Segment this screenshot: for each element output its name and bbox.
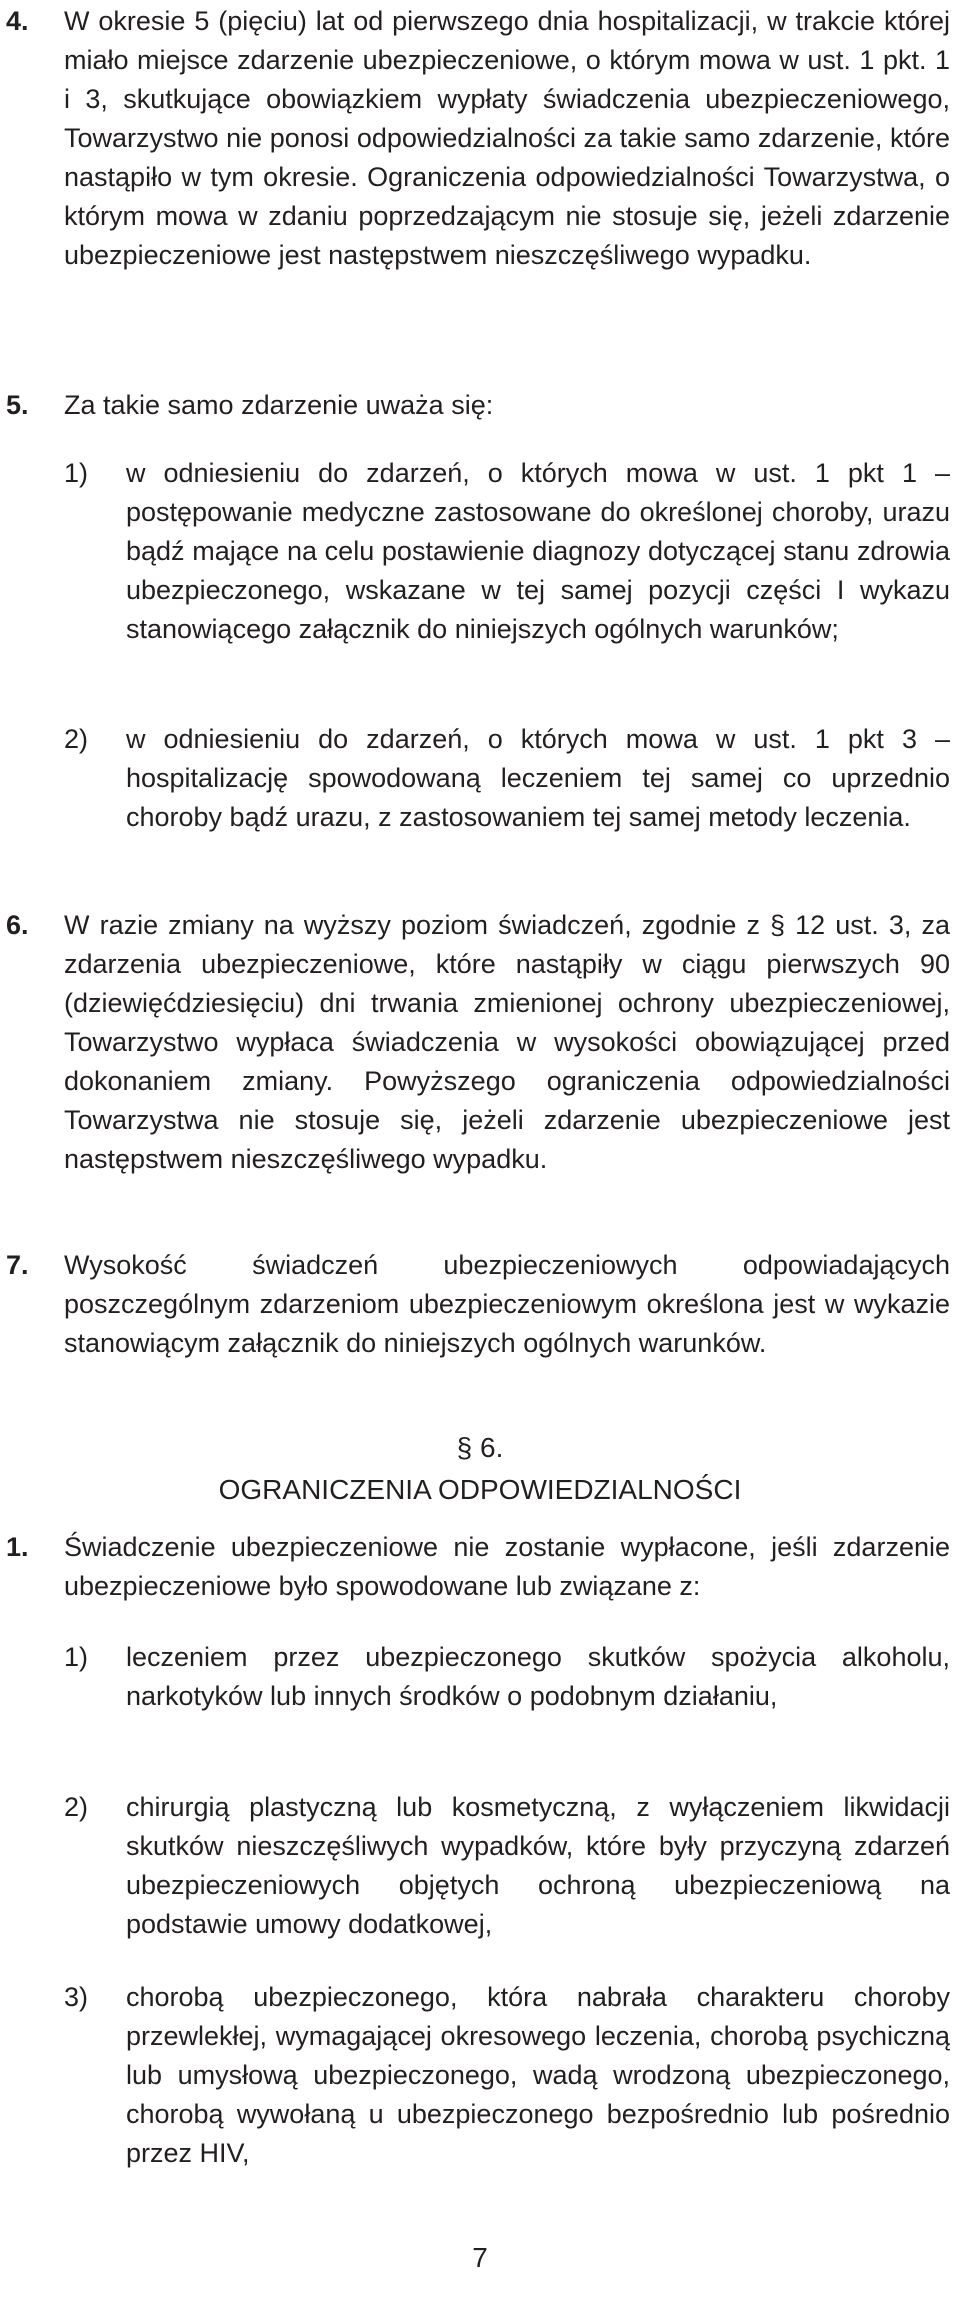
item-text: W okresie 5 (pięciu) lat od pierwszego dnia hospitalizacji, w trakcie której miało miejsce zdarzenie ubezpieczeniowe, o którym mowa w ust. 1 pkt. 1 i 3, skutkujące obowiązkiem wypłaty świadczenia ubezpieczeniowego, Towarzystwo nie ponosi odpowiedzialności za takie samo zdarzenie, które nastąpiło w tym okresie. Ograniczenia odpowiedzialności Towarzystwa, o którym mowa w zdaniu poprzedzającym nie stosuje się, jeżeli zdarzenie ubezpieczeniowe jest następstwem nieszczęśliwego wypadku. xyxy=(64,6,950,270)
subitem-number: 2) xyxy=(64,1792,89,1822)
page-number: 7 xyxy=(472,2242,488,2273)
item-number: 7. xyxy=(6,1250,29,1280)
subitem-text: chorobą ubezpieczonego, która nabrała charakteru choroby przewlekłej, wymagającej okresowego leczenia, chorobą psychiczną lub umysłową ubezpieczonego, wadą wrodzoną ubezpieczonego, chorobą wywołaną u ubezpieczonego bezpośrednio lub pośrednio przez HIV, xyxy=(126,1982,950,2168)
item-text: Za takie samo zdarzenie uważa się: xyxy=(64,390,494,420)
item-text: Świadczenie ubezpieczeniowe nie zostanie wypłacone, jeśli zdarzenie ubezpieczeniowe było spowodowane lub związane z: xyxy=(64,1532,950,1601)
section-paragraph-symbol: § 6. xyxy=(456,1432,504,1463)
section-title: OGRANICZENIA ODPOWIEDZIALNOŚCI xyxy=(218,1474,742,1505)
subitem-number: 1) xyxy=(64,458,89,488)
item-text: W razie zmiany na wyższy poziom świadczeń, zgodnie z § 12 ust. 3, za zdarzenia ubezpieczeniowe, które nastąpiły w ciągu pierwszych 90 (dziewięćdziesięciu) dni trwania zmienionej ochrony ubezpieczeniowej, Towarzystwo wypłaca świadczenia w wysokości obowiązującej przed dokonaniem zmiany. Powyższego ograniczenia odpowiedzialności Towarzystwa nie stosuje się, jeżeli zdarzenie ubezpieczeniowe jest następstwem nieszczęśliwego wypadku. xyxy=(64,910,950,1174)
item-number: 5. xyxy=(6,390,29,420)
item-text: Wysokość świadczeń ubezpieczeniowych odpowiadających poszczególnym zdarzeniom ubezpieczeniowym określona jest w wykazie stanowiącym załącznik do niniejszych ogólnych warunków. xyxy=(64,1250,950,1358)
subitem-number: 3) xyxy=(64,1982,89,2012)
item-number: 4. xyxy=(6,6,29,36)
item-number: 1. xyxy=(6,1532,29,1562)
subitem-number: 1) xyxy=(64,1642,89,1672)
subitem-number: 2) xyxy=(64,724,89,754)
subitem-text: w odniesieniu do zdarzeń, o których mowa w ust. 1 pkt 1 – postępowanie medyczne zastosowane do określonej choroby, urazu bądź mające na celu postawienie diagnozy dotyczącej stanu zdrowia ubezpieczonego, wskazane w tej samej pozycji części I wykazu stanowiącego załącznik do niniejszych ogólnych warunków; xyxy=(126,458,950,644)
subitem-text: chirurgią plastyczną lub kosmetyczną, z wyłączeniem likwidacji skutków nieszczęśliwych wypadków, które były przyczyną zdarzeń ubezpieczeniowych objętych ochroną ubezpieczeniową na podstawie umowy dodatkowej, xyxy=(126,1792,950,1939)
subitem-text: w odniesieniu do zdarzeń, o których mowa w ust. 1 pkt 3 – hospitalizację spowodowaną leczeniem tej samej co uprzednio choroby bądź urazu, z zastosowaniem tej samej metody leczenia. xyxy=(126,724,950,832)
item-number: 6. xyxy=(6,910,29,940)
subitem-text: leczeniem przez ubezpieczonego skutków spożycia alkoholu, narkotyków lub innych środków o podobnym działaniu, xyxy=(126,1642,950,1711)
